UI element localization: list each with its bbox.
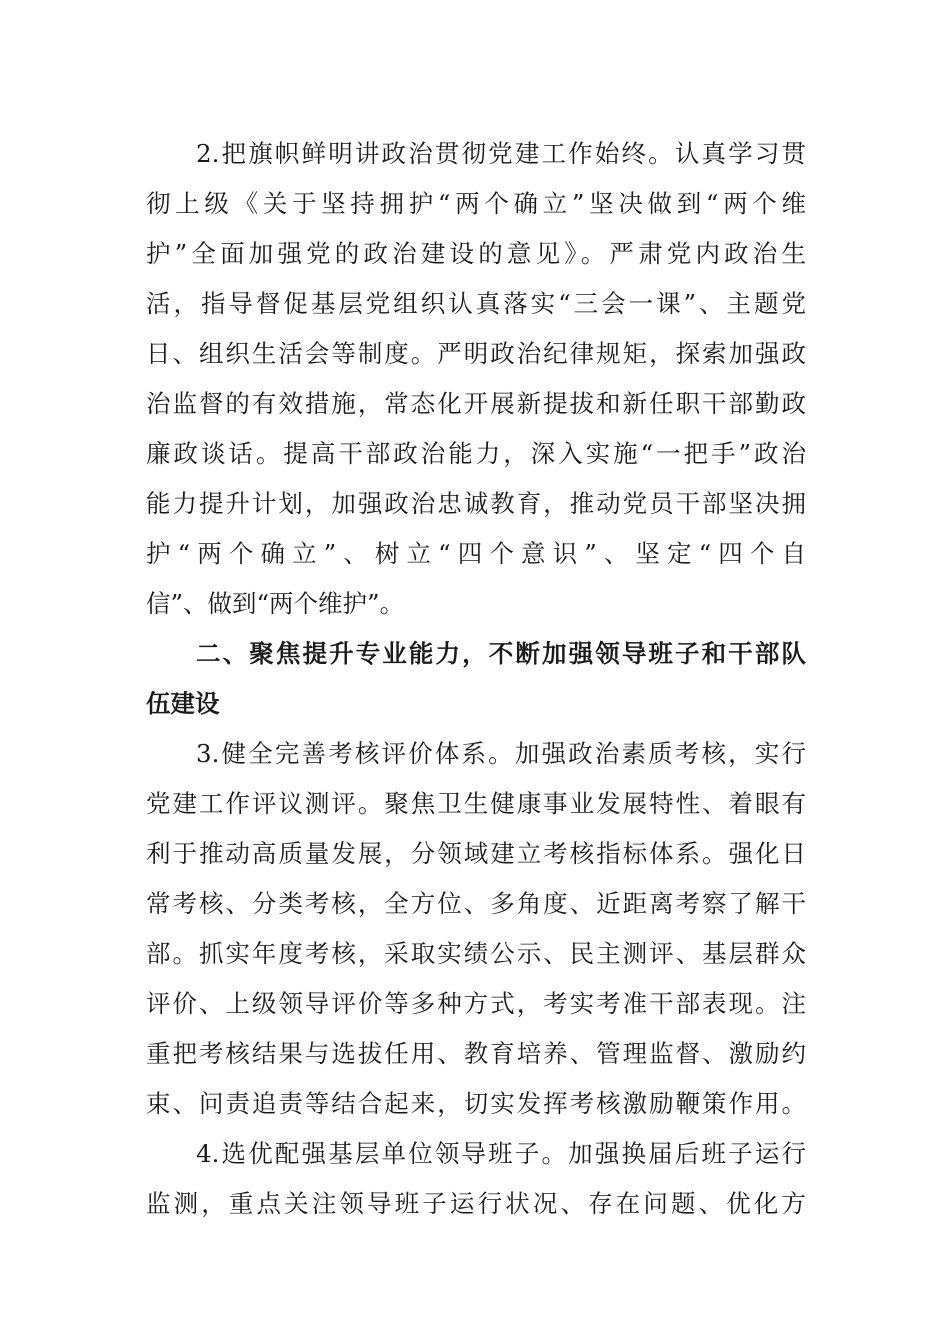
paragraph-3-line-7: 重把考核结果与选拔任用、教育培养、管理监督、激励约: [146, 1039, 806, 1068]
paragraph-2-line-10: 信”、做到“两个维护”。: [146, 589, 405, 618]
paragraph-3-line-3: 利于推动高质量发展，分领域建立考核指标体系。强化日: [146, 839, 806, 868]
paragraph-4-line-1: 4.选优配强基层单位领导班子。加强换届后班子运行: [196, 1139, 806, 1168]
paragraph-2-line-3: 护”全面加强党的政治建设的意见》。严肃党内政治生: [146, 239, 806, 268]
paragraph-3-line-4: 常考核、分类考核，全方位、多角度、近距离考察了解干: [146, 889, 806, 918]
paragraph-3-line-5: 部。抓实年度考核，采取实绩公示、民主测评、基层群众: [146, 939, 806, 968]
paragraph-2-line-7: 廉政谈话。提高干部政治能力，深入实施“一把手”政治: [146, 439, 806, 468]
paragraph-3-line-6: 评价、上级领导评价等多种方式，考实考准干部表现。注: [146, 989, 806, 1018]
paragraph-4-line-2: 监测，重点关注领导班子运行状况、存在问题、优化方: [146, 1189, 806, 1218]
paragraph-2-line-6: 治监督的有效措施，常态化开展新提拔和新任职干部勤政: [146, 389, 806, 418]
paragraph-3-line-1: 3.健全完善考核评价体系。加强政治素质考核，实行: [196, 739, 806, 768]
paragraph-2-line-4: 活，指导督促基层党组织认真落实“三会一课”、主题党: [146, 289, 806, 318]
paragraph-2-line-5: 日、组织生活会等制度。严明政治纪律规矩，探索加强政: [146, 339, 806, 368]
section-heading-line-1: 二、聚焦提升专业能力，不断加强领导班子和干部队: [196, 639, 806, 668]
paragraph-2-line-8: 能力提升计划，加强政治忠诚教育，推动党员干部坚决拥: [146, 489, 806, 518]
paragraph-2-line-2: 彻上级《关于坚持拥护“两个确立”坚决做到“两个维: [146, 189, 806, 218]
paragraph-3-line-8: 束、问责追责等结合起来，切实发挥考核激励鞭策作用。: [146, 1089, 806, 1118]
paragraph-3-line-2: 党建工作评议测评。聚焦卫生健康事业发展特性、着眼有: [146, 789, 806, 818]
paragraph-2-line-9: 护“两个确立”、树立“四个意识”、坚定“四个自: [146, 539, 806, 568]
section-heading-line-2: 伍建设: [146, 689, 220, 718]
paragraph-2-line-1: 2.把旗帜鲜明讲政治贯彻党建工作始终。认真学习贯: [196, 139, 806, 168]
